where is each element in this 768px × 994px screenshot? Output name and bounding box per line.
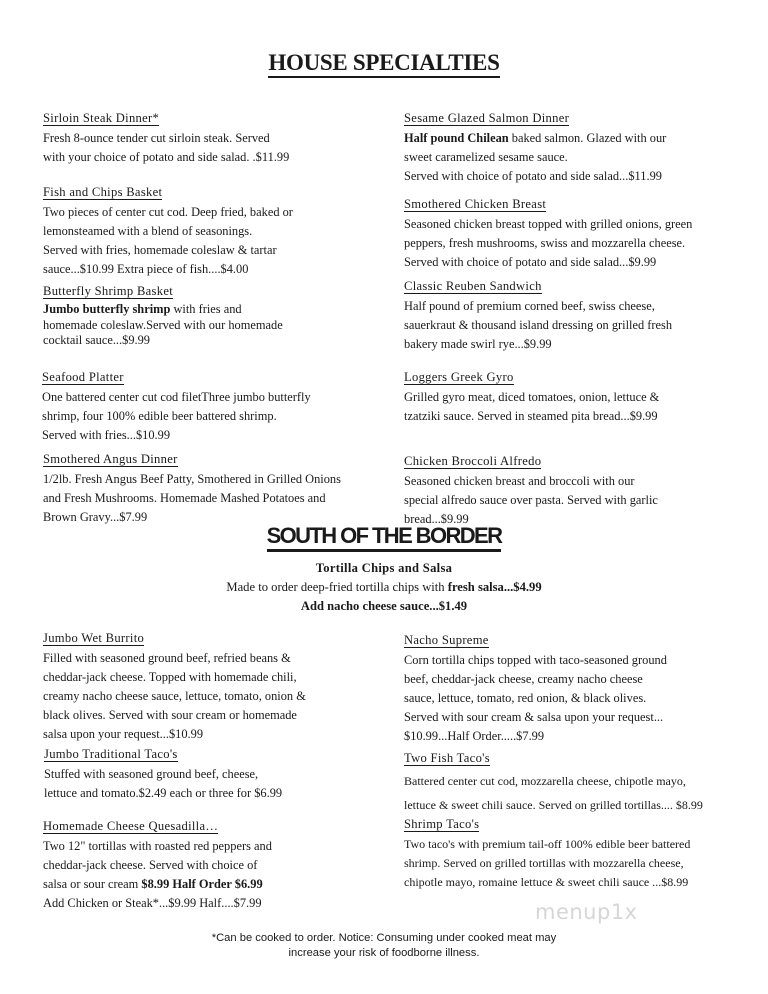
menu-item-loggers-gyro — [404, 368, 734, 426]
menu-item-fish-and-chips — [43, 183, 373, 279]
item-description: Stuffed with seasoned ground beef, cheese, lettuce and tomato.$2.49 each or three for $6.99 — [44, 767, 283, 800]
item-description: Half pound of premium corned beef, swiss cheese, sauerkraut & thousand island dressing on grilled fresh bakery made swirl rye...$9.99 — [404, 299, 673, 351]
item-name: Sesame Glazed Salmon Dinner — [404, 111, 570, 125]
item-highlight: Half pound Chilean — [404, 131, 509, 145]
item-description: Seasoned chicken breast topped with grilled onions, green peppers, fresh mushrooms, swiss and mozzarella cheese. Served with choice of potato and side salad...$9.99 — [404, 217, 693, 269]
menu-item-seafood-platter — [42, 368, 372, 445]
menu-item-chicken-alfredo — [404, 452, 734, 529]
menu-item-shrimp-tacos — [404, 815, 744, 892]
item-description: Two 12" tortillas with roasted red peppers and cheddar-jack cheese. Served with choice of salsa or sour cream $8.99 Half Order $6.99 Add Chicken or Steak*...$9.99 Half....$7.99 — [43, 839, 272, 910]
item-description: Half pound Chilean baked salmon. Glazed with our sweet caramelized sesame sauce. Served with choice of potato and side salad...$11.99 — [404, 131, 667, 183]
menu-item-smothered-chicken — [404, 195, 734, 272]
item-description: Grilled gyro meat, diced tomatoes, onion, lettuce & tzatziki sauce. Served in steamed pita bread...$9.99 — [404, 390, 660, 423]
item-name: Jumbo Wet Burrito — [43, 631, 145, 645]
item-name: Butterfly Shrimp Basket — [43, 284, 174, 298]
item-description: One battered center cut cod filetThree jumbo butterfly shrimp, four 100% edible beer battered shrimp. Served with fries...$10.99 — [42, 390, 311, 442]
menu-item-smothered-angus — [43, 450, 373, 527]
item-name: Classic Reuben Sandwich — [404, 279, 542, 293]
item-name: Smothered Chicken Breast — [404, 197, 547, 211]
item-highlight: $8.99 Half Order $6.99 — [141, 877, 263, 891]
house-specialties-title: HOUSE SPECIALTIES — [0, 50, 768, 76]
item-highlight: Jumbo butterfly shrimp — [43, 302, 171, 316]
south-of-the-border-title: SOUTH OF THE BORDER — [0, 523, 768, 549]
item-name: Homemade Cheese Quesadilla… — [43, 819, 219, 833]
item-name: Seafood Platter — [42, 370, 124, 384]
item-addon: Add nacho cheese sauce...$1.49 — [300, 599, 468, 613]
item-name: Fish and Chips Basket — [43, 185, 163, 199]
item-description: Two pieces of center cut cod. Deep fried, baked or lemonsteamed with a blend of seasonings. Served with fries, homemade coleslaw & tartar sauce...$10.99 Extra piece of fish....$4.00 — [43, 205, 293, 276]
menu-item-cheese-quesadilla — [43, 817, 373, 913]
item-name: Shrimp Taco's — [404, 817, 480, 831]
item-name: Two Fish Taco's — [404, 751, 490, 765]
item-name: Sirloin Steak Dinner* — [43, 111, 160, 125]
menu-item-sesame-salmon — [404, 109, 734, 186]
menu-item-jumbo-wet-burrito — [43, 629, 373, 744]
item-name: Smothered Angus Dinner — [43, 452, 178, 466]
item-description: 1/2lb. Fresh Angus Beef Patty, Smothered in Grilled Onions and Fresh Mushrooms. Homemade Mashed Potatoes and Brown Gravy...$7.99 — [43, 472, 341, 524]
item-description: Battered center cut cod, mozzarella cheese, chipotle mayo, lettuce & sweet chili sauce. Served on grilled tortillas.... $8.99 — [404, 774, 703, 812]
menu-item-tortilla-chips — [0, 559, 768, 616]
menu-item-traditional-tacos — [44, 745, 374, 803]
item-description: Corn tortilla chips topped with taco-seasoned ground beef, cheddar-jack cheese, creamy nacho cheese sauce, lettuce, tomato, red onion, & black olives. Served with sour cream & salsa upon your request... $10.99...Half Order.....$7.99 — [404, 653, 667, 743]
menu-item-two-fish-tacos — [404, 749, 744, 817]
menu-item-sirloin-steak — [43, 109, 373, 167]
item-description: Seasoned chicken breast and broccoli with our special alfredo sauce over pasta. Served with garlic bread...$9.99 — [404, 474, 658, 526]
item-name: Jumbo Traditional Taco's — [44, 747, 178, 761]
item-name: Chicken Broccoli Alfredo — [404, 454, 542, 468]
item-description: Two taco's with premium tail-off 100% edible beer battered shrimp. Served on grilled tortillas with mozzarella cheese, chipotle mayo, romaine lettuce & sweet chili sauce ...$8.99 — [404, 837, 691, 889]
item-name: Nacho Supreme — [404, 633, 489, 647]
item-description: Made to order deep-fried tortilla chips with fresh salsa...$4.99 — [226, 580, 542, 594]
menupix-watermark: menup1x — [535, 900, 638, 924]
item-description: Filled with seasoned ground beef, refried beans & cheddar-jack cheese. Topped with homemade chili, creamy nacho cheese sauce, lettuce, tomato, onion & black olives. Served with sour cream or homemade salsa upon your request...$10.99 — [43, 651, 306, 741]
item-description: Jumbo butterfly shrimp with fries and homemade coleslaw.Served with our homemade cocktail sauce...$9.99 — [43, 302, 283, 347]
item-name: Tortilla Chips and Salsa — [315, 561, 453, 575]
menu-item-butterfly-shrimp — [43, 284, 373, 349]
item-name: Loggers Greek Gyro — [404, 370, 514, 384]
item-description: Fresh 8-ounce tender cut sirloin steak. Served with your choice of potato and side salad. .$11.99 — [43, 131, 290, 164]
menu-item-classic-reuben — [404, 277, 734, 354]
footnote: *Can be cooked to order. Notice: Consuming under cooked meat may increase your risk of foodborne illness. — [211, 932, 557, 959]
menu-item-nacho-supreme — [404, 631, 734, 746]
